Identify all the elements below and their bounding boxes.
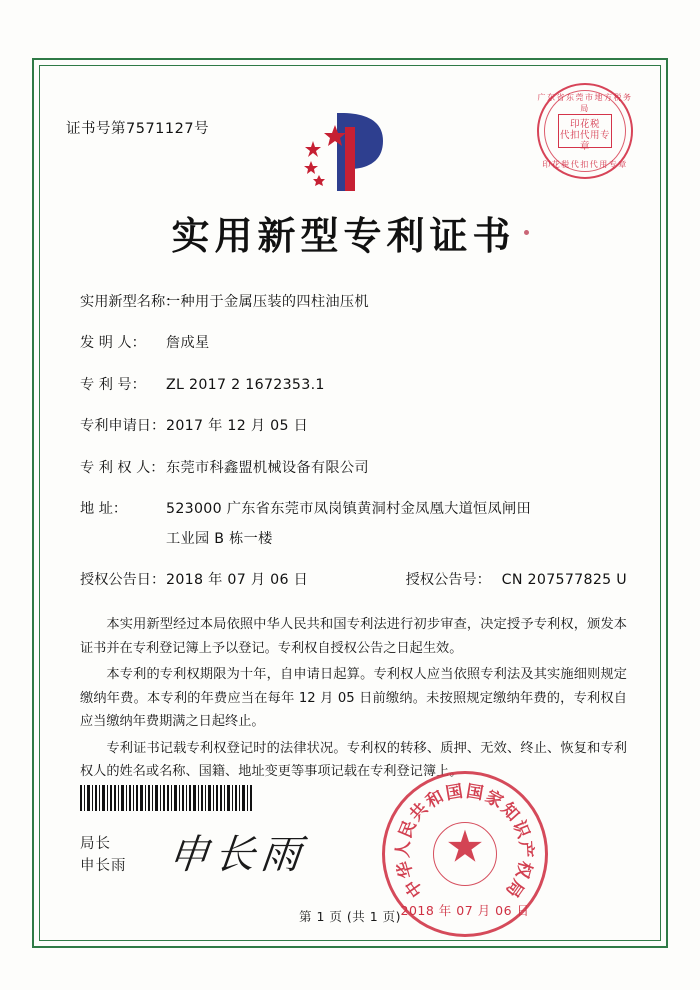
legal-paragraph-2: 本专利的专利权期限为十年，自申请日起算。专利权人应当依照专利法及其实施细则规定缴纳年费。本专利的年费应当在每年 12 月 05 日前缴纳。未按照规定缴纳年费的，专利权自应当缴纳年费期满之日起终止。 xyxy=(80,667,627,729)
seal-arc-char: 识 xyxy=(508,817,534,842)
field-label-address: 地 址： xyxy=(80,501,128,518)
seal-emblem-icon xyxy=(433,822,497,886)
legal-paragraph-1: 本实用新型经过本局依照中华人民共和国专利法进行初步审查，决定授予专利权，颁发本证书并在专利登记簿上予以登记。专利权自授权公告之日起生效。 xyxy=(80,617,627,656)
signature-title xyxy=(80,833,127,877)
field-label-application-date: 专利申请日： xyxy=(80,418,166,435)
seal-arc-char: 和 xyxy=(422,786,448,813)
tax-stamp-icon xyxy=(537,83,633,179)
patent-office-logo-icon xyxy=(285,105,415,197)
page-footer: 第 1 页 (共 1 页) xyxy=(298,909,402,924)
seal-arc-char: 中 xyxy=(401,875,428,901)
field-value-inventor: 詹成星 xyxy=(166,335,210,352)
field-value-invention-name: 一种用于金属压装的四柱油压机 xyxy=(166,294,369,310)
field-value-address-line2: 工业园 B 栋一楼 xyxy=(166,530,273,547)
seal-arc-char: 共 xyxy=(405,799,433,826)
stamp-arc-bottom-text: 印花税代扣代用专章 xyxy=(542,160,628,169)
field-label-patent-number: 专 利 号： xyxy=(80,376,146,393)
field-row-invention-name xyxy=(80,289,627,316)
seal-date: 2018 年 07 月 06 日 xyxy=(400,903,530,918)
signature-title-line1: 局长 xyxy=(80,836,111,852)
field-list xyxy=(80,289,627,608)
seal-star-icon: ★ xyxy=(445,821,485,873)
legal-text-block xyxy=(80,613,627,787)
field-value-application-date: 2017 年 12 月 05 日 xyxy=(166,418,309,435)
field-label-inventor: 发 明 人： xyxy=(80,335,146,352)
seal-arc-char: 局 xyxy=(501,875,528,901)
page-title-text: 实用新型专利证书 xyxy=(171,213,516,258)
field-label-invention-name: 实用新型名称： xyxy=(80,294,180,310)
stamp-inner-text xyxy=(558,114,612,152)
seal-arc-char: 知 xyxy=(496,799,524,826)
grant-date-group xyxy=(80,567,406,594)
handwritten-signature: 申长雨 xyxy=(166,832,310,878)
field-label-grant-date: 授权公告日： xyxy=(80,571,166,588)
field-label-grant-number: 授权公告号： xyxy=(405,571,491,588)
field-value-grant-number: CN 207577825 U xyxy=(501,571,627,588)
seal-arc-char: 人 xyxy=(393,840,415,859)
field-row-grant xyxy=(80,567,627,594)
field-value-patentee: 东莞市科鑫盟机械设备有限公司 xyxy=(166,459,369,476)
stamp-arc-top-text: 广东省东莞市地方税务局 xyxy=(537,93,633,113)
field-row-application-date xyxy=(80,413,627,440)
seal-arc-char: 家 xyxy=(481,786,507,813)
grant-number-group xyxy=(406,567,627,594)
certificate-content xyxy=(39,65,661,941)
field-value-grant-date: 2018 年 07 月 06 日 xyxy=(166,571,309,588)
certificate-number: 证书号第7571127号 xyxy=(66,121,210,137)
seal-arc-char: 民 xyxy=(395,817,421,842)
seal-arc-char: 权 xyxy=(511,858,536,881)
legal-paragraph-3: 专利证书记载专利权登记时的法律状况。专利权的转移、质押、无效、终止、恢复和专利权人的姓名或名称、国籍、地址变更等事项记载在专利登记簿上。 xyxy=(80,740,627,779)
signature-title-line2: 申长雨 xyxy=(80,858,127,874)
field-value-patent-number: ZL 2017 2 1672353.1 xyxy=(166,376,325,393)
field-row-address xyxy=(80,496,627,523)
stamp-inner-line1: 印花税 xyxy=(569,119,600,130)
stamp-inner-line2: 代扣代用专章 xyxy=(559,130,610,152)
seal-arc-char: 产 xyxy=(514,840,536,859)
seal-arc-char: 华 xyxy=(393,858,418,881)
field-row-inventor xyxy=(80,330,627,357)
seal-arc-char: 国 xyxy=(464,781,485,805)
barcode xyxy=(80,785,255,811)
field-row-patentee xyxy=(80,455,627,482)
seal-arc-char: 国 xyxy=(444,781,465,805)
field-value-address: 523000 广东省东莞市凤岗镇黄洞村金凤凰大道恒凤闸田 xyxy=(166,501,532,518)
page-title xyxy=(39,205,661,260)
title-dot-decoration xyxy=(524,230,529,235)
field-row-patent-number xyxy=(80,372,627,399)
field-label-patentee: 专 利 权 人： xyxy=(80,459,165,476)
